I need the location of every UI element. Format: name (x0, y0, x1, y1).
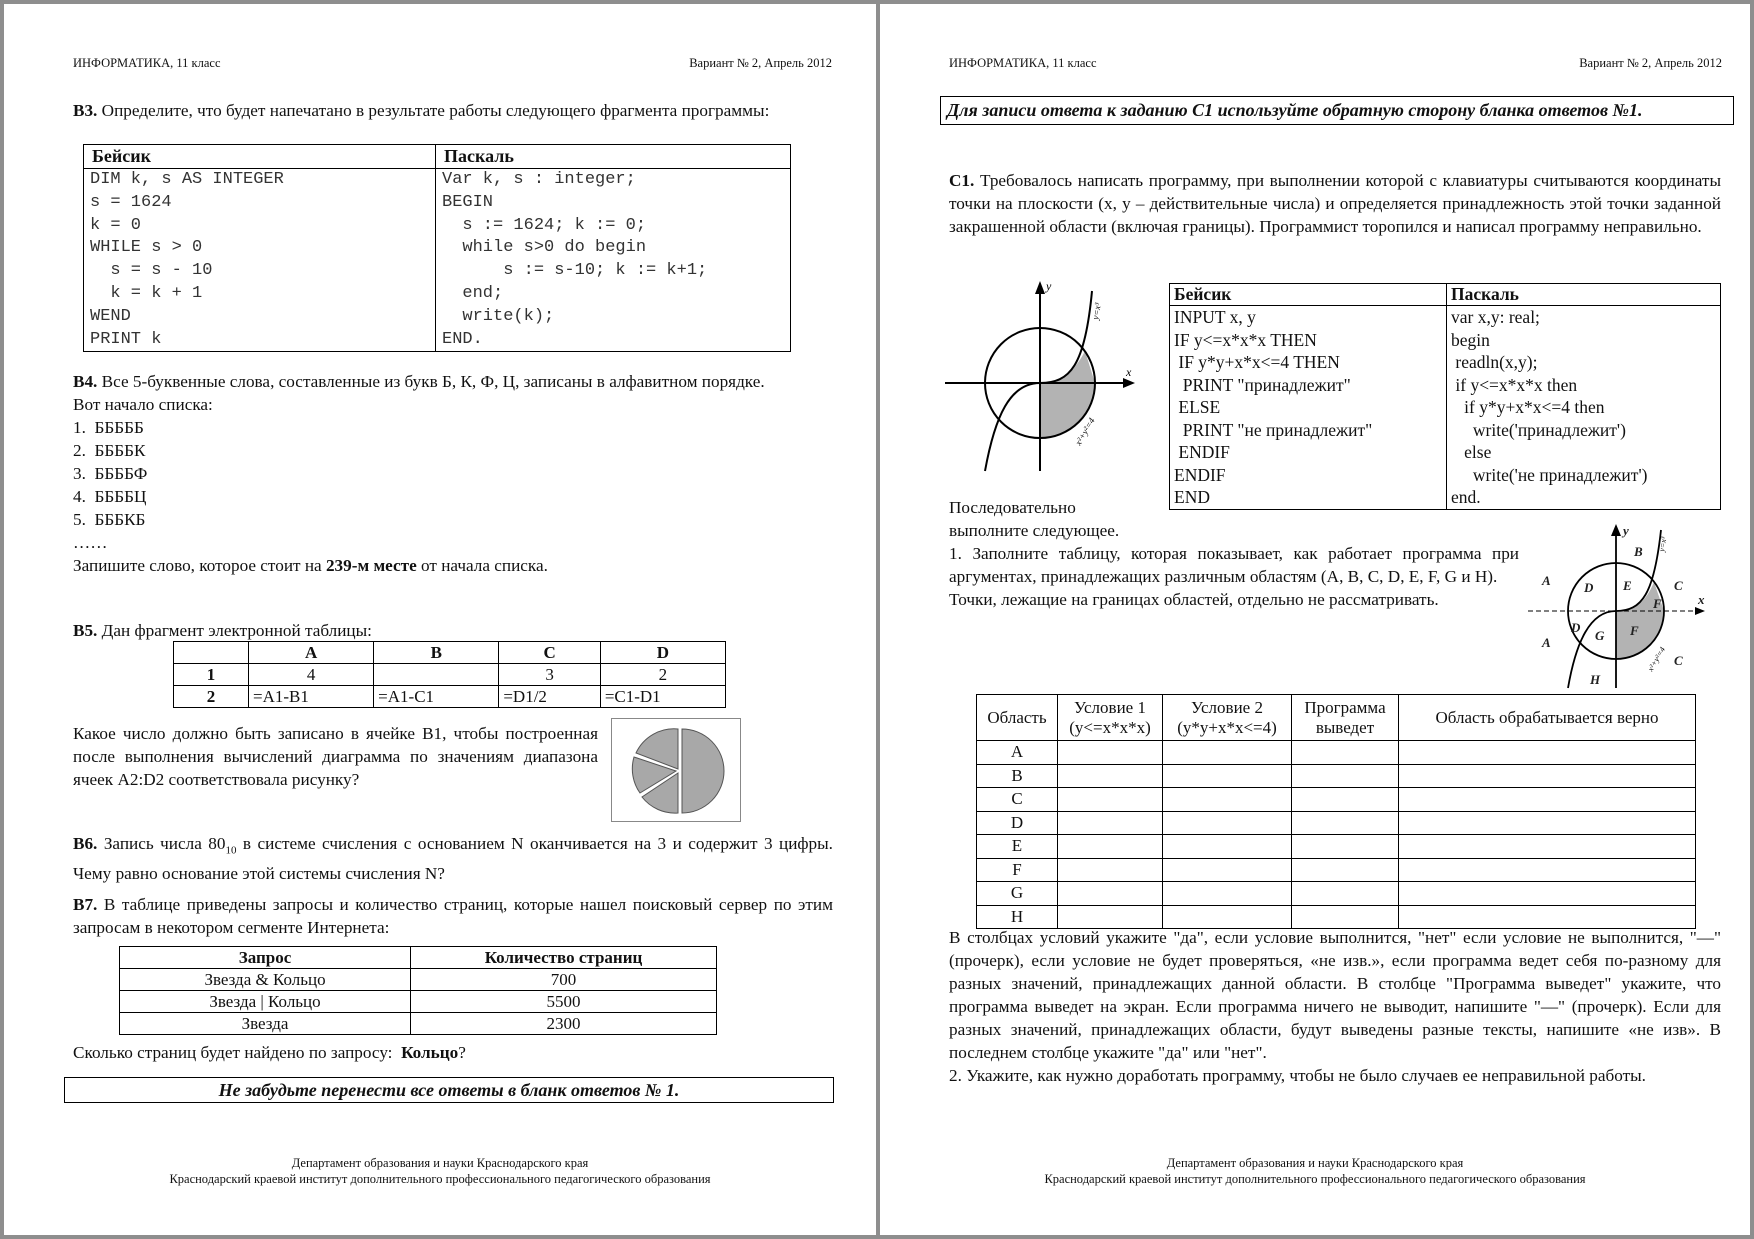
code-line: s := 1624; k := 0; (442, 215, 647, 235)
answer-cell[interactable] (1163, 811, 1292, 835)
column-header: Программа выведет (1292, 695, 1399, 741)
answer-cell[interactable] (1399, 811, 1696, 835)
answer-cell[interactable] (1292, 905, 1399, 929)
code-line: Var k, s : integer; (442, 170, 636, 189)
table-row (977, 788, 1696, 812)
answer-cell[interactable] (1163, 788, 1292, 812)
answer-cell[interactable] (1292, 882, 1399, 906)
region-label: H (1590, 672, 1601, 687)
answer-cell[interactable] (1163, 858, 1292, 882)
task-b6-text: Запись числа 80 (97, 834, 226, 853)
code-line: end; (442, 283, 504, 303)
task-b3-label: B3. (73, 101, 98, 120)
cell: 700 (411, 969, 717, 991)
table-row (977, 764, 1696, 788)
footer-line: Краснодарский краевой институт дополнительного профессионального педагогического образования (1044, 1172, 1586, 1186)
task-b5-text: Дан фрагмент электронной таблицы: (97, 621, 372, 640)
region-label: G (1595, 628, 1605, 643)
cell: =A1-B1 (249, 686, 374, 708)
col-basic: Бейсик (1170, 284, 1447, 306)
code-line: write('принадлежит') (1451, 419, 1626, 440)
task-b7-text: В таблице приведены запросы и количество страниц, которые нашел поисковый сервер по этим запросам в некотором сегменте Интернета: (73, 895, 833, 937)
b5-question: Какое число должно быть записано в ячейке B1, чтобы построенная после выполнения вычислений диаграмма по значениям диапазона ячеек A2:D2 соответствовала рисунку? (73, 724, 598, 789)
row-header: 1 (174, 664, 249, 686)
answer-cell[interactable] (1292, 764, 1399, 788)
table-row (977, 858, 1696, 882)
code-line: s = 1624 (90, 192, 172, 212)
table-row (977, 882, 1696, 906)
code-line: WHILE s > 0 (90, 238, 203, 258)
page-left (4, 4, 876, 1235)
column-header: D (600, 642, 725, 664)
task1-note: Точки, лежащие на границах областей, отдельно не рассматривать. (949, 590, 1439, 609)
region-label: B (1634, 544, 1643, 559)
footer (4, 1155, 876, 1187)
region-labels-graph-icon (1520, 522, 1710, 690)
answer-cell[interactable] (1292, 858, 1399, 882)
column-header: Условие 2 (y*y+x*x<=4) (1163, 695, 1292, 741)
table-row (977, 835, 1696, 859)
code-line: BEGIN (442, 192, 494, 212)
answer-cell[interactable] (1058, 882, 1163, 906)
footer (880, 1155, 1750, 1187)
question-text: ? (458, 1043, 466, 1062)
region-label: A (1542, 635, 1551, 650)
pie-chart-icon (612, 719, 740, 821)
code-line: IF y<=x*x*x THEN (1174, 329, 1317, 350)
cell (374, 664, 499, 686)
header-variant: Вариант № 2, Апрель 2012 (689, 56, 832, 70)
svg-text:y=x³: y=x³ (1657, 536, 1669, 553)
question-bold: Кольцо (401, 1043, 459, 1062)
answer-cell[interactable] (1058, 835, 1163, 859)
answer-cell[interactable] (1399, 835, 1696, 859)
column-header: Количество страниц (411, 947, 717, 969)
cell: 3 (499, 664, 600, 686)
task1-text: 1. Заполните таблицу, которая показывает, как работает программа при аргументах, принадлежащих различным областям (A, B, C, D, E, F, G и H). (949, 544, 1519, 586)
footer-line: Краснодарский краевой институт дополнительного профессионального педагогического образования (169, 1172, 711, 1186)
col-basic: Бейсик (84, 145, 436, 169)
footer-line: Департамент образования и науки Краснодарского края (291, 1156, 589, 1170)
cell: Звезда | Кольцо (120, 991, 411, 1013)
answer-cell[interactable] (1163, 882, 1292, 906)
code-line: PRINT "не принадлежит" (1174, 419, 1373, 440)
answer-cell[interactable] (1163, 741, 1292, 765)
sequence-label-a: Последовательно (949, 498, 1076, 517)
b7-question (73, 1041, 466, 1064)
code-line: var x,y: real; (1451, 307, 1540, 327)
table-row (174, 664, 726, 686)
footer-line: Департамент образования и науки Краснодарского края (1166, 1156, 1464, 1170)
cell: =D1/2 (499, 686, 600, 708)
question-text: от начала списка. (416, 556, 548, 575)
region-graph-icon (940, 276, 1140, 476)
task-c1 (949, 169, 1721, 238)
answer-cell[interactable] (1163, 835, 1292, 859)
sequence-label-b: выполните следующее. (949, 521, 1120, 540)
question-bold: 239-м месте (325, 556, 417, 575)
region-cell: G (977, 882, 1058, 906)
task-b7 (73, 893, 833, 939)
list-item: 3. ББББФ (73, 464, 148, 483)
axis-label: y (1046, 279, 1052, 293)
answer-cell[interactable] (1058, 764, 1163, 788)
answer-cell[interactable] (1058, 858, 1163, 882)
code-line: s = s - 10 (90, 261, 213, 281)
col-pascal: Паскаль (436, 145, 791, 169)
code-line: readln(x,y); (1451, 352, 1538, 372)
column-header: Область (977, 695, 1058, 741)
header-subject: ИНФОРМАТИКА, 11 класс (73, 56, 221, 70)
code-line: write(k); (442, 306, 555, 326)
region-label: F (1653, 596, 1662, 611)
code-line: write('не принадлежит') (1451, 464, 1648, 485)
code-line: s := s-10; k := k+1; (442, 261, 708, 281)
task-b4 (73, 370, 833, 577)
answer-cell[interactable] (1058, 788, 1163, 812)
code-line: DIM k, s AS INTEGER (90, 170, 284, 189)
column-header: A (249, 642, 374, 664)
region-label: C (1674, 578, 1683, 593)
region-cell: D (977, 811, 1058, 835)
table-row (977, 811, 1696, 835)
code-line: if y*y+x*x<=4 then (1451, 397, 1605, 417)
answer-cell[interactable] (1163, 905, 1292, 929)
region-cell: C (977, 788, 1058, 812)
task-b6-label: B6. (73, 834, 98, 853)
column-header: Условие 1 (y<=x*x*x) (1058, 695, 1163, 741)
region-label: C (1674, 653, 1683, 668)
answer-cell[interactable] (1292, 788, 1399, 812)
question-text: Запишите слово, которое стоит на (73, 556, 326, 575)
svg-text:y=x³: y=x³ (1090, 302, 1103, 321)
row-header: 2 (174, 686, 249, 708)
answer-cell[interactable] (1292, 811, 1399, 835)
region-label: D (1571, 620, 1581, 635)
basic-code (1170, 306, 1447, 510)
region-cell: F (977, 858, 1058, 882)
code-line: PRINT "принадлежит" (1174, 374, 1351, 395)
code-line: ENDIF (1174, 442, 1230, 462)
code-line: end. (1451, 487, 1481, 507)
cell: 2300 (411, 1013, 717, 1035)
cell: =C1-D1 (600, 686, 725, 708)
list-intro: Вот начало списка: (73, 395, 213, 414)
answer-cell[interactable] (1399, 905, 1696, 929)
task-b4-label: B4. (73, 372, 98, 391)
list-ellipsis: …… (73, 533, 108, 552)
answer-cell[interactable] (1163, 764, 1292, 788)
table-row (977, 905, 1696, 929)
task-b6 (73, 832, 833, 885)
header-variant: Вариант № 2, Апрель 2012 (1579, 56, 1722, 70)
b4-question (73, 554, 833, 577)
code-line: INPUT x, y (1174, 307, 1256, 327)
code-line: ENDIF (1174, 464, 1226, 485)
code-line: else (1451, 442, 1492, 462)
answer-cell[interactable] (1058, 905, 1163, 929)
svg-text:x²+y²=4: x²+y²=4 (1073, 415, 1097, 447)
instructions-text: В столбцах условий укажите "да", если условие выполнится, "нет" если условие не выполнится, "—" (прочерк), если условие не будет проверяться, «не изв.», если программа ведет себя по-разному для разных значений, принадлежащих данной области. В столбце "Программа выведет" укажите, что программа выведет на экран. Если программа ничего не выводит, напишите "—" (прочерк). Если для разных значений, принадлежащих области, будут выведены разные тексты, напишите «не изв». В последнем столбце укажите "да" или "нет". (949, 928, 1721, 1062)
column-header: B (374, 642, 499, 664)
pie-chart-figure (611, 718, 741, 822)
cell: Звезда & Кольцо (120, 969, 411, 991)
task-c1-label: C1. (949, 171, 975, 190)
task-b3-text: Определите, что будет напечатано в результате работы следующего фрагмента программы: (97, 101, 770, 120)
column-header: C (499, 642, 600, 664)
task-b3 (73, 99, 833, 122)
b3-code-table (83, 144, 791, 352)
task2-text: 2. Укажите, как нужно доработать программу, чтобы не было случаев ее неправильной работы. (949, 1066, 1646, 1085)
answer-cell[interactable] (1292, 835, 1399, 859)
region-label: D (1584, 580, 1594, 595)
code-line: while s>0 do begin (442, 238, 647, 258)
list-item: 2. ББББК (73, 441, 146, 460)
table-row (120, 969, 717, 991)
region-label: A (1542, 573, 1551, 588)
svg-text:x²+y²=4: x²+y²=4 (1645, 645, 1668, 673)
column-header: Область обрабатывается верно (1399, 695, 1696, 741)
task-b4-text: Все 5-буквенные слова, составленные из букв Б, К, Ф, Ц, записаны в алфавитном порядке. (97, 372, 765, 391)
subscript: 10 (225, 844, 237, 857)
answer-cell[interactable] (1399, 788, 1696, 812)
basic-code (84, 169, 436, 352)
code-line: k = k + 1 (90, 283, 203, 303)
column-header: Запрос (120, 947, 411, 969)
axis-label: x (1126, 365, 1132, 379)
col-pascal: Паскаль (1447, 284, 1721, 306)
cell: 5500 (411, 991, 717, 1013)
cell: Звезда (120, 1013, 411, 1035)
c1-answer-table (976, 694, 1696, 929)
cell: 4 (249, 664, 374, 686)
region-cell: H (977, 905, 1058, 929)
region-cell: A (977, 741, 1058, 765)
code-line: PRINT k (90, 329, 162, 349)
code-line: END. (442, 329, 483, 349)
b5-spreadsheet-table (173, 641, 726, 708)
list-item: 1. БББББ (73, 418, 144, 437)
code-line: if y<=x*x*x then (1451, 374, 1578, 395)
answer-cell[interactable] (1399, 741, 1696, 765)
list-item: 5. БББКБ (73, 510, 146, 529)
region-label: F (1630, 623, 1639, 638)
answer-cell[interactable] (1399, 764, 1696, 788)
svg-text:y: y (1623, 523, 1629, 538)
question-text: Сколько страниц будет найдено по запросу: (73, 1043, 402, 1062)
c1-code-table (1169, 283, 1721, 510)
page-right (880, 4, 1750, 1235)
table-row (120, 991, 717, 1013)
pascal-code (1447, 306, 1721, 510)
code-line: WEND (90, 306, 131, 326)
svg-text:x: x (1698, 592, 1705, 607)
answer-cell[interactable] (1399, 882, 1696, 906)
reminder-box: Не забудьте перенести все ответы в бланк ответов № 1. (64, 1077, 834, 1103)
task-b5 (73, 619, 372, 642)
task-c1-steps (949, 519, 1519, 611)
code-line: END (1174, 487, 1210, 507)
region-cell: B (977, 764, 1058, 788)
c1-answer-note: Для записи ответа к заданию C1 используйте обратную сторону бланка ответов №1. (940, 96, 1734, 125)
table-row (174, 686, 726, 708)
code-line: ELSE (1174, 397, 1221, 417)
region-cell: E (977, 835, 1058, 859)
cell: =A1-C1 (374, 686, 499, 708)
c1-instructions (949, 926, 1721, 1087)
answer-cell[interactable] (1399, 858, 1696, 882)
task-b6-text: в системе счисления с основанием N оканчивается на 3 и содержит 3 цифры. Чему равно основание этой системы счисления N? (73, 834, 833, 884)
b7-query-table (119, 946, 717, 1035)
cell: 2 (600, 664, 725, 686)
task-b5-label: B5. (73, 621, 98, 640)
region-label: E (1623, 578, 1632, 593)
answer-cell[interactable] (1292, 741, 1399, 765)
pascal-code (436, 169, 791, 352)
answer-cell[interactable] (1058, 811, 1163, 835)
task-c1-text: Требовалось написать программу, при выполнении которой с клавиатуры считываются координаты точки на плоскости (x, y – действительные числа) и определяется принадлежность этой точки заданной закрашенной области (включая границы). Программист торопился и написал программу неправильно. (949, 171, 1721, 236)
code-line: begin (1451, 329, 1490, 350)
code-line: k = 0 (90, 215, 142, 235)
column-header (174, 642, 249, 664)
code-line: IF y*y+x*x<=4 THEN (1174, 352, 1340, 372)
answer-cell[interactable] (1058, 741, 1163, 765)
task-b7-label: B7. (73, 895, 98, 914)
table-row (120, 1013, 717, 1035)
header-subject: ИНФОРМАТИКА, 11 класс (949, 56, 1097, 70)
table-row (977, 741, 1696, 765)
list-item: 4. ББББЦ (73, 487, 147, 506)
